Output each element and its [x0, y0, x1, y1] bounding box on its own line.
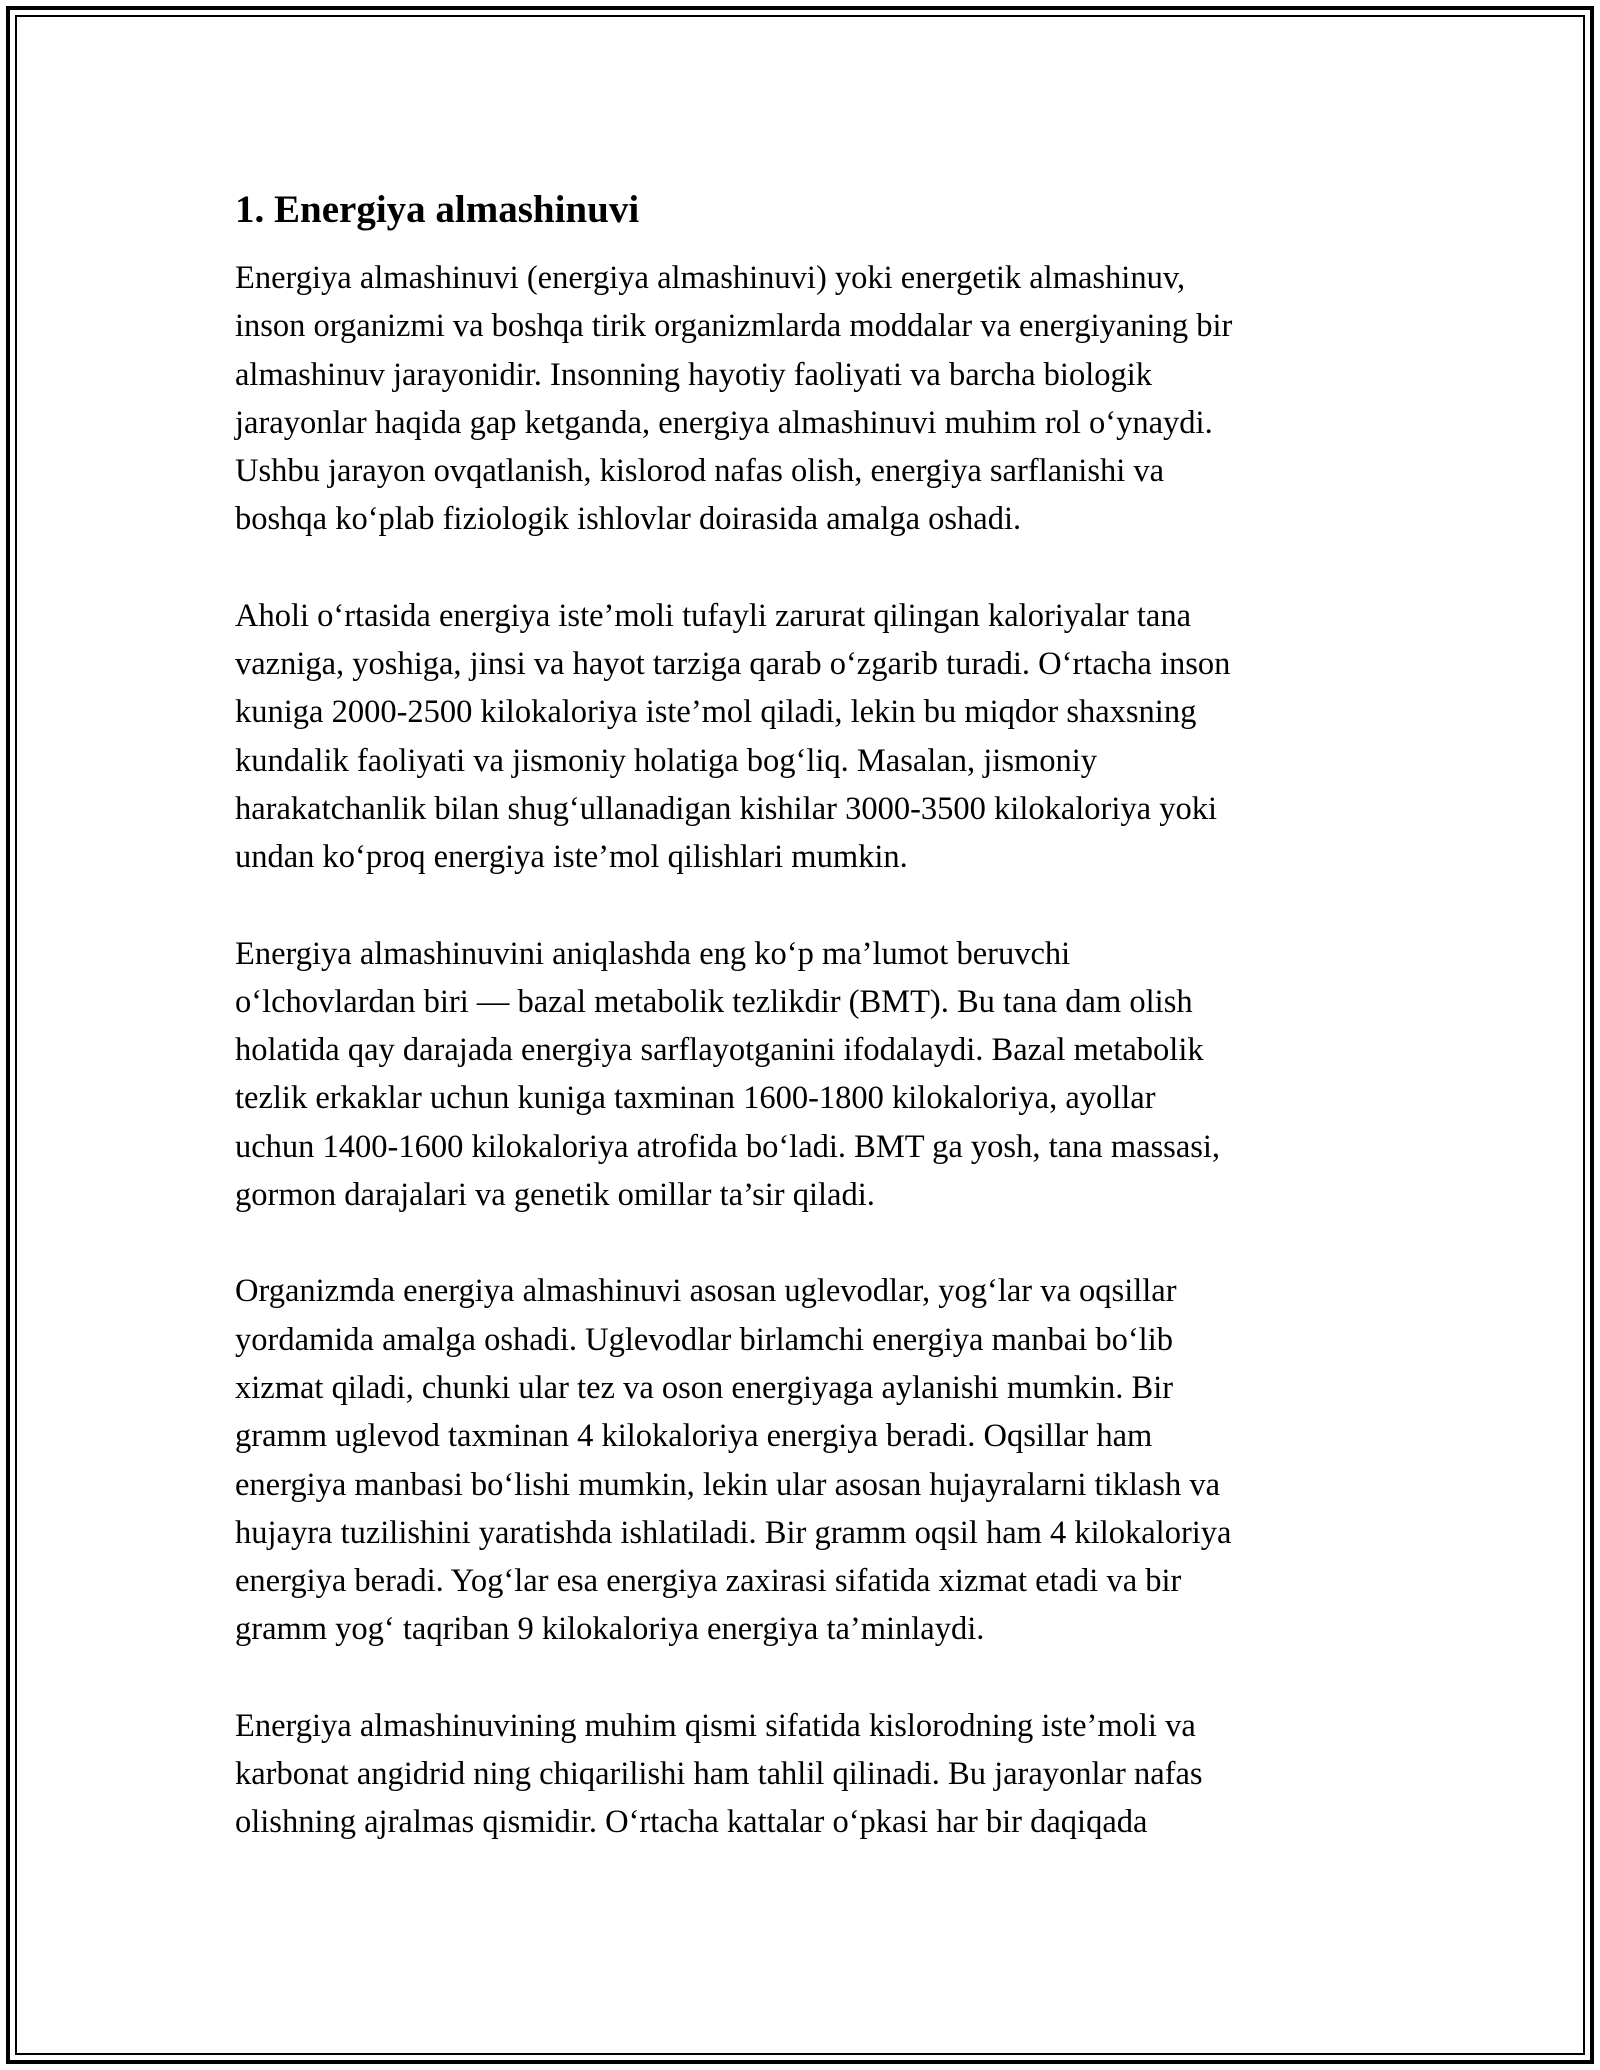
paragraph-line: Aholi o‘rtasida energiya iste’moli tufayli zarurat qilingan kaloriyalar tana [235, 597, 1192, 634]
paragraph-line: harakatchanlik bilan shug‘ullanadigan kishilar 3000-3500 kilokaloriya yoki [235, 790, 1217, 827]
paragraph [235, 1267, 1375, 1653]
paragraph-line: kuniga 2000-2500 kilokaloriya iste’mol qiladi, lekin bu miqdor shaxsning [235, 694, 1197, 731]
paragraph-line: gramm uglevod taxminan 4 kilokaloriya energiya beradi. Oqsillar ham [235, 1418, 1153, 1455]
paragraph-line: o‘lchovlardan biri — bazal metabolik tezlikdir (BMT). Bu tana dam olish [235, 983, 1193, 1020]
paragraph-line: Energiya almashinuvini aniqlashda eng ko‘p ma’lumot beruvchi [235, 935, 1071, 972]
paragraph [235, 930, 1375, 1220]
paragraph-line: holatida qay darajada energiya sarflayotganini ifodalaydi. Bazal metabolik [235, 1032, 1204, 1069]
section-heading: 1. Energiya almashinuvi [235, 188, 640, 231]
paragraph-line: Energiya almashinuvi (energiya almashinuvi) yoki energetik almashinuv, [235, 260, 1186, 296]
paragraph-line: Ushbu jarayon ovqatlanish, kislorod nafas olish, energiya sarflanishi va [235, 453, 1165, 490]
document-body [235, 186, 1375, 1895]
paragraph-line: Energiya almashinuvining muhim qismi sifatida kislorodning iste’moli va [235, 1707, 1196, 1744]
paragraph-line: hujayra tuzilishini yaratishda ishlatiladi. Bir gramm oqsil ham 4 kilokaloriya [235, 1514, 1232, 1551]
paragraph-line: inson organizmi va boshqa tirik organizmlarda moddalar va energiyaning bir [235, 308, 1233, 345]
paragraph [235, 592, 1375, 882]
paragraph-line: jarayonlar haqida gap ketganda, energiya almashinuvi muhim rol o‘ynaydi. [235, 404, 1213, 441]
paragraph-line: kundalik faoliyati va jismoniy holatiga bog‘liq. Masalan, jismoniy [235, 742, 1098, 779]
paragraph [235, 254, 1375, 544]
paragraph-line: undan ko‘proq energiya iste’mol qilishlari mumkin. [235, 839, 908, 876]
paragraph-line: olishning ajralmas qismidir. O‘rtacha kattalar o‘pkasi har bir daqiqada [235, 1804, 1148, 1841]
paragraph [235, 1702, 1375, 1847]
paragraph-line: almashinuv jarayonidir. Insonning hayotiy faoliyati va barcha biologik [235, 356, 1153, 393]
paragraph-line: tezlik erkaklar uchun kuniga taxminan 1600-1800 kilokaloriya, ayollar [235, 1080, 1156, 1117]
paragraph-line: energiya manbasi bo‘lishi mumkin, lekin ular asosan hujayralarni tiklash va [235, 1466, 1220, 1503]
paragraph-line: Organizmda energiya almashinuvi asosan uglevodlar, yog‘lar va oqsillar [235, 1273, 1177, 1310]
paragraph-line: yordamida amalga oshadi. Uglevodlar birlamchi energiya manbai bo‘lib [235, 1321, 1173, 1358]
paragraph-line: vazniga, yoshiga, jinsi va hayot tarziga qarab o‘zgarib turadi. O‘rtacha inson [235, 646, 1231, 683]
paragraph-line: gramm yog‘ taqriban 9 kilokaloriya energiya ta’minlaydi. [235, 1611, 985, 1648]
paragraph-line: gormon darajalari va genetik omillar ta’sir qiladi. [235, 1177, 875, 1214]
paragraph-line: boshqa ko‘plab fiziologik ishlovlar doirasida amalga oshadi. [235, 501, 1022, 538]
paragraph-line: xizmat qiladi, chunki ular tez va oson energiyaga aylanishi mumkin. Bir [235, 1369, 1174, 1406]
paragraph-list [235, 254, 1375, 1847]
paragraph-line: karbonat angidrid ning chiqarilishi ham tahlil qilinadi. Bu jarayonlar nafas [235, 1756, 1203, 1793]
paragraph-line: uchun 1400-1600 kilokaloriya atrofida bo‘ladi. BMT ga yosh, tana massasi, [235, 1128, 1221, 1165]
paragraph-line: energiya beradi. Yog‘lar esa energiya zaxirasi sifatida xizmat etadi va bir [235, 1563, 1182, 1600]
